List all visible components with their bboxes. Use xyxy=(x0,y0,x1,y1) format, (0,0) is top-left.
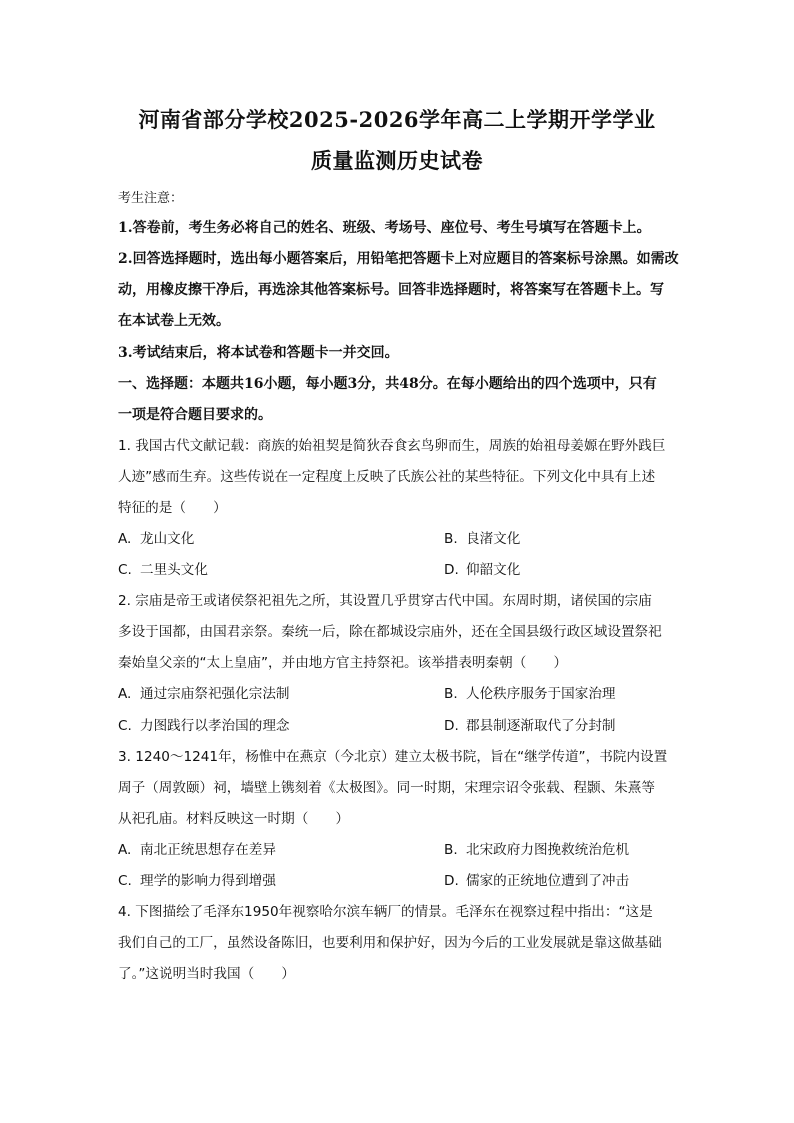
option-letter: B. xyxy=(444,842,458,858)
notice-line-2: 2.回答选择题时，选出每小题答案后，用铅笔把答题卡上对应题目的答案标号涂黑。如需改 xyxy=(118,251,679,267)
option-letter: B. xyxy=(444,686,458,702)
option-text: 通过宗庙祭祀强化宗法制 xyxy=(140,686,290,702)
option-letter: D. xyxy=(444,873,459,889)
notice-line-3: 动，用橡皮擦干净后，再选涂其他答案标号。回答非选择题时，将答案写在答题卡上。写 xyxy=(118,282,664,298)
option-letter: A. xyxy=(118,842,132,858)
question-2-line-3: 秦始皇父亲的“太上皇庙”，并由地方官主持祭祀。该举措表明秦朝（ ） xyxy=(118,655,568,671)
option-letter: B. xyxy=(444,531,458,547)
question-3-line-3: 从祀孔庙。材料反映这一时期（ ） xyxy=(118,811,350,827)
option-text: 南北正统思想存在差异 xyxy=(140,842,276,858)
question-2-option-a[interactable] xyxy=(118,684,290,704)
question-1-option-c[interactable] xyxy=(118,560,208,580)
question-3-line-1: 3. 1240～1241年，杨惟中在燕京（今北京）建立太极书院，旨在“继学传道”，书院内设置 xyxy=(118,749,668,765)
question-1-option-b[interactable] xyxy=(444,529,520,549)
question-4-line-1: 4. 下图描绘了毛泽东1950年视察哈尔滨车辆厂的情景。毛泽东在视察过程中指出：“这是 xyxy=(118,904,653,920)
notice-line-1: 1.答卷前，考生务必将自己的姓名、班级、考场号、座位号、考生号填写在答题卡上。 xyxy=(118,220,651,236)
section-heading-line-2: 一项是符合题目要求的。 xyxy=(118,407,272,423)
notice-line-5: 3.考试结束后，将本试卷和答题卡一并交回。 xyxy=(118,345,399,361)
question-3-option-c[interactable] xyxy=(118,871,276,891)
question-4-line-3: 了。”这说明当时我国（ ） xyxy=(118,966,295,982)
question-3-line-2: 周子（周敦颐）祠，墙壁上镌刻着《太极图》。同一时期，宋理宗诏令张载、程颢、朱熹等 xyxy=(118,780,655,796)
option-text: 郡县制逐渐取代了分封制 xyxy=(466,718,616,734)
option-text: 力图践行以孝治国的理念 xyxy=(140,718,290,734)
question-3-option-a[interactable] xyxy=(118,840,276,860)
question-2-option-c[interactable] xyxy=(118,716,290,736)
option-text: 儒家的正统地位遭到了冲击 xyxy=(466,873,630,889)
question-2-line-2: 多设于国都，由国君亲祭。秦统一后，除在都城设宗庙外，还在全国县级行政区域设置祭祀 xyxy=(118,624,662,640)
option-text: 二里头文化 xyxy=(140,562,208,578)
notice-line-4: 在本试卷上无效。 xyxy=(118,313,230,329)
option-text: 龙山文化 xyxy=(140,531,195,547)
question-4-line-2: 我们自己的工厂，虽然设备陈旧，也要利用和保护好，因为今后的工业发展就是靠这做基础 xyxy=(118,935,662,951)
option-text: 良渚文化 xyxy=(466,531,521,547)
question-1-line-3: 特征的是（ ） xyxy=(118,500,227,516)
question-1-line-2: 人迹”感而生弃。这些传说在一定程度上反映了氏族公社的某些特征。下列文化中具有上述 xyxy=(118,469,656,485)
option-text: 北宋政府力图挽救统治危机 xyxy=(466,842,630,858)
question-1-option-d[interactable] xyxy=(444,560,520,580)
question-2-line-1: 2. 宗庙是帝王或诸侯祭祀祖先之所，其设置几乎贯穿古代中国。东周时期，诸侯国的宗庙 xyxy=(118,593,652,609)
question-2-option-d[interactable] xyxy=(444,716,616,736)
notice-heading: 考生注意： xyxy=(118,191,184,206)
option-text: 人伦秩序服务于国家治理 xyxy=(466,686,616,702)
question-3-option-d[interactable] xyxy=(444,871,629,891)
section-heading-line-1: 一、选择题：本题共16小题，每小题3分，共48分。在每小题给出的四个选项中，只有 xyxy=(118,376,657,392)
question-1-line-1: 1. 我国古代文献记载：商族的始祖契是简狄吞食玄鸟卵而生，周族的始祖母姜嫄在野外践巨 xyxy=(118,438,666,454)
option-text: 仰韶文化 xyxy=(466,562,521,578)
question-2-option-b[interactable] xyxy=(444,684,616,704)
option-letter: C. xyxy=(118,718,132,734)
option-letter: D. xyxy=(444,718,459,734)
option-letter: C. xyxy=(118,562,132,578)
option-letter: A. xyxy=(118,531,132,547)
option-letter: C. xyxy=(118,873,132,889)
question-1-option-a[interactable] xyxy=(118,529,194,549)
exam-title-line-1: 河南省部分学校2025-2026学年高二上学期开学学业 xyxy=(138,107,656,132)
option-letter: A. xyxy=(118,686,132,702)
option-text: 理学的影响力得到增强 xyxy=(140,873,276,889)
exam-title-line-2: 质量监测历史试卷 xyxy=(311,148,483,173)
option-letter: D. xyxy=(444,562,459,578)
question-3-option-b[interactable] xyxy=(444,840,629,860)
